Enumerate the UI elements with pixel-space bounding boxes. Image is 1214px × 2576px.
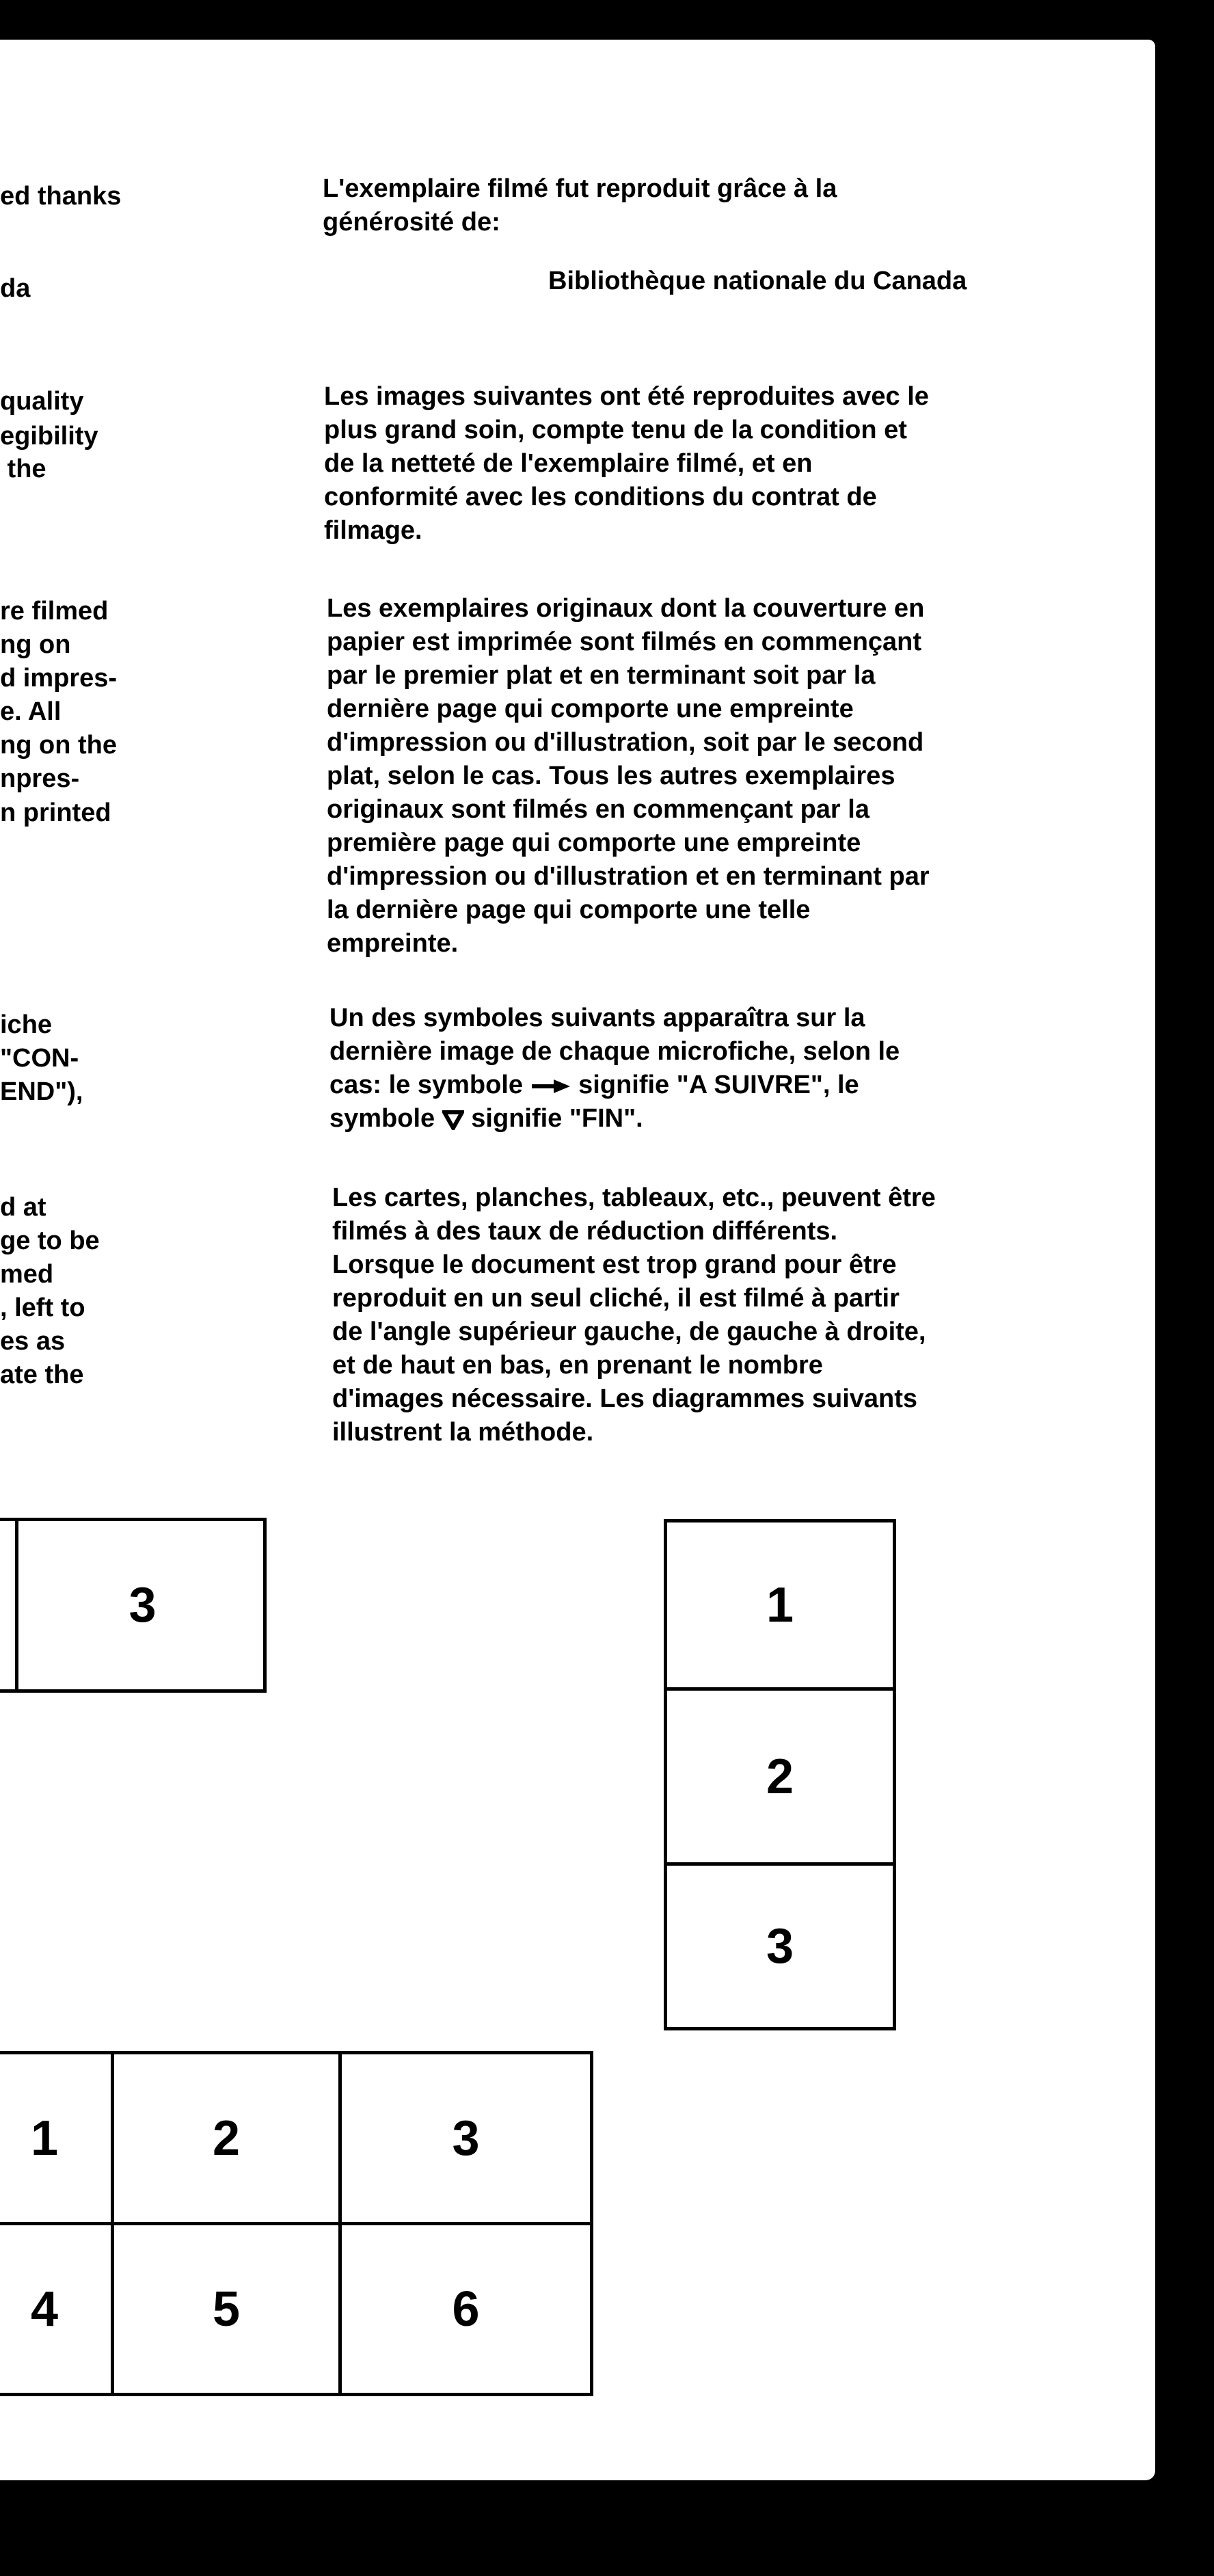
intro-paragraph	[323, 172, 837, 239]
left-fragment: END"),	[0, 1077, 83, 1106]
paragraph-text: symbole	[329, 1104, 435, 1133]
symbols-paragraph	[329, 1002, 900, 1136]
left-fragment: da	[0, 274, 31, 303]
grid-cell: 2	[212, 2110, 241, 2166]
paragraph-line: reproduit en un seul cliché, il est filmé à partir	[332, 1284, 900, 1313]
maps-paragraph	[332, 1181, 936, 1449]
grid-diagram	[0, 2051, 593, 2396]
paragraph-line: Les cartes, planches, tableaux, etc., peuvent être	[332, 1183, 936, 1212]
originals-paragraph	[327, 592, 930, 961]
triangle-down-icon	[442, 1110, 464, 1130]
paragraph-line	[329, 1069, 900, 1102]
left-fragment: npres-	[0, 764, 80, 793]
paragraph-line: conformité avec les conditions du contrat de	[324, 483, 877, 511]
paragraph-line: illustrent la méthode.	[332, 1418, 594, 1447]
intro-line: L'exemplaire filmé fut reproduit grâce à la	[323, 174, 837, 203]
paragraph-text: signifie "A SUIVRE", le	[578, 1071, 859, 1099]
arrow-right-icon	[530, 1079, 571, 1094]
paragraph-line: dernière page qui comporte une empreinte	[327, 695, 854, 723]
left-fragment: "CON-	[0, 1044, 79, 1073]
grid-cell: 6	[452, 2281, 480, 2337]
left-fragment: quality	[0, 387, 84, 416]
column-cell: 2	[766, 1749, 794, 1804]
paragraph-line: et de haut en bas, en prenant le nombre	[332, 1351, 823, 1380]
left-fragment: ed thanks	[0, 182, 122, 211]
paragraph-text: signifie "FIN".	[471, 1104, 643, 1133]
column-diagram	[664, 1519, 896, 2030]
paragraph-line: empreinte.	[327, 929, 459, 958]
left-fragment: med	[0, 1260, 54, 1289]
left-fragment: ge to be	[0, 1226, 100, 1255]
left-fragment: d impres-	[0, 664, 118, 693]
left-fragment: egibility	[0, 422, 98, 451]
paragraph-line: Les images suivantes ont été reproduites avec le	[324, 382, 929, 411]
left-fragment: ng on the	[0, 731, 117, 760]
grid-cell: 4	[30, 2281, 59, 2337]
left-fragment: the	[0, 455, 46, 483]
paragraph-line: filmés à des taux de réduction différents.	[332, 1217, 838, 1246]
paragraph-line: originaux sont filmés en commençant par la	[327, 795, 869, 824]
left-fragment: ng on	[0, 630, 71, 659]
grid-cell: 5	[212, 2281, 241, 2337]
paragraph-line: papier est imprimée sont filmés en commençant	[327, 628, 922, 656]
paragraph-line: par le premier plat et en terminant soit par la	[327, 661, 876, 690]
paragraph-text: cas: le symbole	[329, 1071, 524, 1099]
paragraph-line: plat, selon le cas. Tous les autres exemplaires	[327, 762, 895, 790]
paragraph-line: Les exemplaires originaux dont la couverture en	[327, 594, 925, 623]
left-fragment: e. All	[0, 697, 62, 726]
left-fragment: iche	[0, 1010, 53, 1039]
left-fragment: es as	[0, 1327, 66, 1356]
paragraph-line: d'impression ou d'illustration, soit par le second	[327, 728, 924, 757]
paragraph-line	[329, 1102, 900, 1136]
paragraph-line: la dernière page qui comporte une telle	[327, 896, 811, 924]
grid-cell: 3	[452, 2110, 480, 2166]
institution-name: Bibliothèque nationale du Canada	[548, 267, 967, 295]
row-diagram	[0, 1518, 267, 1693]
left-fragment: re filmed	[0, 597, 109, 626]
column-cell: 1	[766, 1577, 794, 1633]
left-fragment: n printed	[0, 799, 111, 827]
paragraph-line: Un des symboles suivants apparaîtra sur la	[329, 1004, 865, 1032]
row-cell: 3	[129, 1578, 157, 1633]
paragraph-line: de la netteté de l'exemplaire filmé, et en	[324, 449, 813, 478]
paragraph-line: plus grand soin, compte tenu de la condition et	[324, 416, 907, 444]
column-cell: 3	[766, 1919, 794, 1974]
intro-line: générosité de:	[323, 208, 500, 237]
paragraph-line: filmage.	[324, 516, 422, 545]
paragraph-line: d'impression ou d'illustration et en terminant par	[327, 862, 930, 891]
left-fragment: ate the	[0, 1360, 84, 1389]
paragraph-line: dernière image de chaque microfiche, selon le	[329, 1037, 900, 1066]
paragraph-line: Lorsque le document est trop grand pour être	[332, 1250, 897, 1279]
quality-paragraph	[324, 380, 929, 548]
grid-cell: 1	[30, 2110, 59, 2166]
left-fragment: d at	[0, 1193, 46, 1222]
paragraph-line: première page qui comporte une empreinte	[327, 829, 861, 857]
paragraph-line: de l'angle supérieur gauche, de gauche à droite,	[332, 1317, 926, 1346]
paragraph-line: d'images nécessaire. Les diagrammes suivants	[332, 1384, 918, 1413]
left-fragment: , left to	[0, 1293, 85, 1322]
